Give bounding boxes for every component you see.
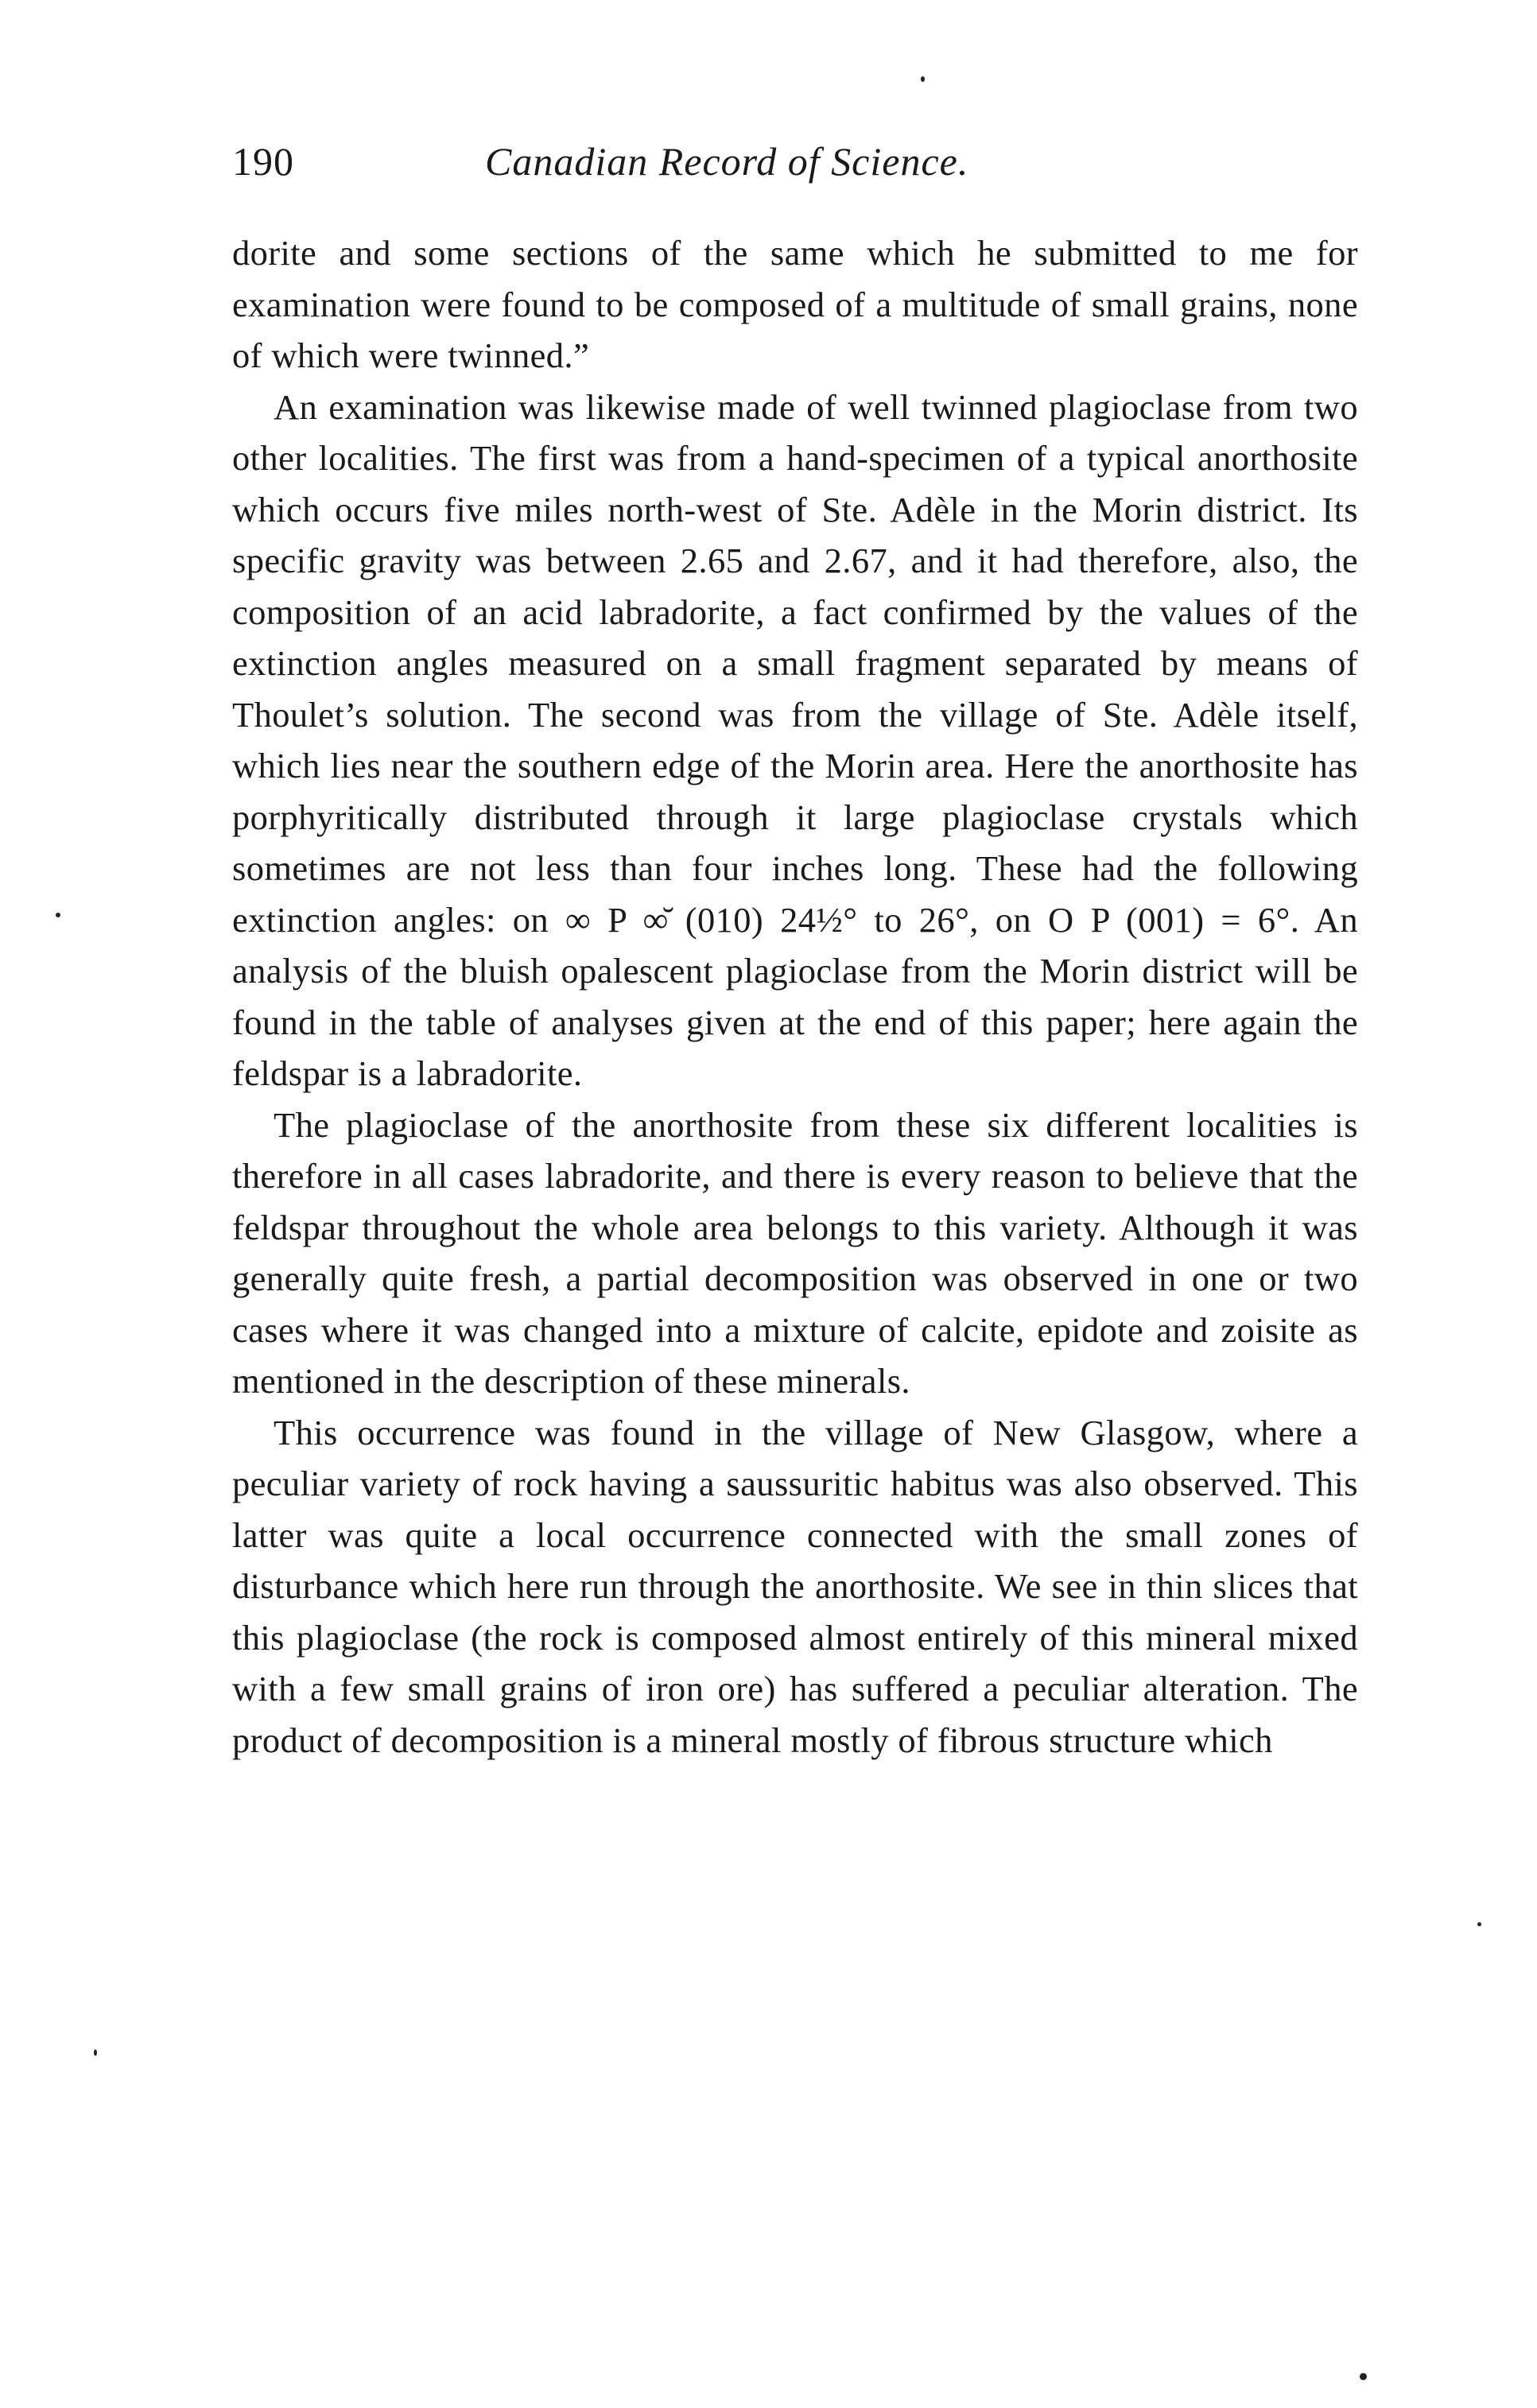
- scan-speck: [921, 76, 925, 82]
- scan-speck: [56, 913, 60, 917]
- page-number: 190: [232, 139, 294, 184]
- scan-speck: [1360, 2373, 1367, 2380]
- paragraph-2: An examination was likewise made of well twinned plagioclase from two other localities. The first was from a hand-specimen of a typical anorthosite which occurs five miles north-west of Ste. Adèle in the Morin district. Its specific gravity was between 2.65 and 2.67, and it had therefore, also, the composition of an acid labradorite, a fact confirmed by the values of the extinction angles measured on a small fragment separated by means of Thoulet’s solution. The second was from the village of Ste. Adèle itself, which lies near the southern edge of the Morin area. Here the anorthosite has porphyritically distributed through it large plagioclase crystals which sometimes are not less than four inches long. These had the following extinction angles: on ∞ P ∞̆ (010) 24½° to 26°, on O P (001) = 6°. An analysis of the bluish opalescent plagioclase from the Morin district will be found in the table of analyses given at the end of this paper; here again the feldspar is a labradorite.: [232, 386, 1358, 1093]
- running-title: Canadian Record of Science.: [485, 139, 969, 184]
- scan-speck: [94, 2049, 97, 2056]
- paragraph-4: This occurrence was found in the village of New Glasgow, where a peculiar variety of rock having a saussuritic habitus was also observed. This latter was quite a local occurrence connected with the small zones of disturbance which here run through the anorthosite. We see in thin slices that this plagioclase (the rock is composed almost entirely of this mineral mixed with a few small grains of iron ore) has suffered a peculiar alteration. The product of decomposition is a mineral mostly of fibrous structure which: [232, 1412, 1358, 1760]
- paragraph-1: dorite and some sections of the same which he submitted to me for examination were found to be composed of a multitude of small grains, none of which were twinned.”: [232, 233, 1358, 375]
- page-header: [232, 134, 1345, 189]
- body-text: [232, 227, 1358, 1766]
- scan-speck: [1477, 1922, 1481, 1926]
- paragraph-3: The plagioclase of the anorthosite from these six different localities is therefore in all cases labradorite, and there is every reason to believe that the feldspar throughout the whole area belongs to this variety. Although it was generally quite fresh, a partial decomposition was observed in one or two cases where it was changed into a mixture of calcite, epidote and zoisite as mentioned in the description of these minerals.: [232, 1104, 1358, 1401]
